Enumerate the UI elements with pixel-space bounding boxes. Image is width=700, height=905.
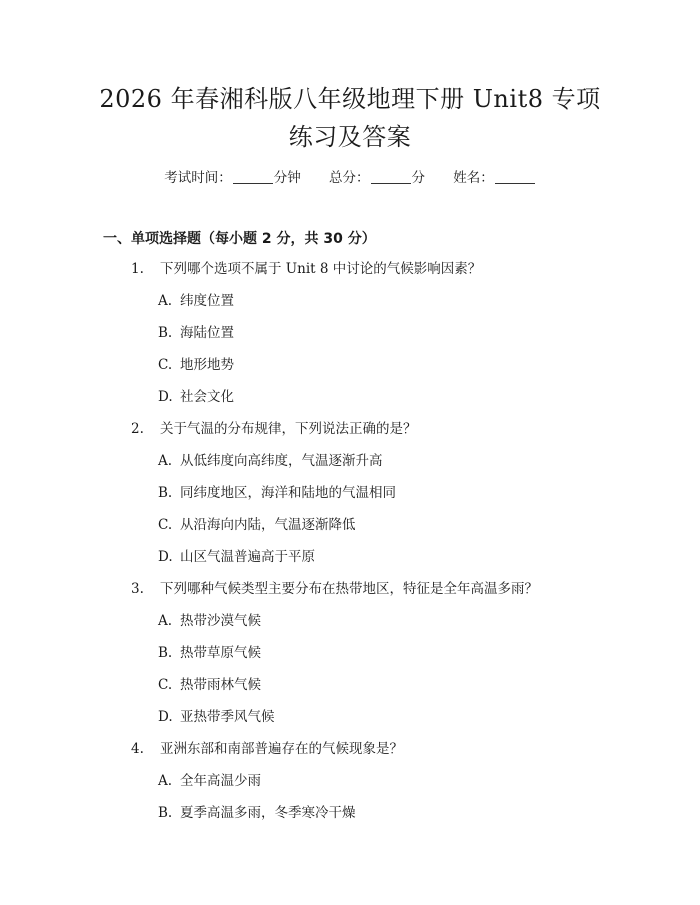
option-text: 热带草原气候 [180,645,261,661]
option-letter: D. [158,389,173,405]
exam-time-blank [233,169,273,184]
student-name-field [453,168,536,188]
document-title-continued: 练习及答案 [288,123,412,151]
option-text: 热带沙漠气候 [180,613,261,629]
option-text: 夏季高温多雨，冬季寒冷干燥 [180,805,356,821]
option-letter: C. [158,517,173,533]
option-letter: B. [158,325,173,341]
total-score-label: 总分： [329,170,370,186]
option-text: 社会文化 [180,389,234,405]
option-text: 山区气温普遍高于平原 [180,549,315,565]
option-text: 从沿海向内陆，气温逐渐降低 [180,517,356,533]
option-text: 同纬度地区，海洋和陆地的气温相同 [180,485,396,501]
option-letter: C. [158,677,173,693]
question-text: 亚洲东部和南部普遍存在的气候现象是？ [160,741,403,757]
option-text: 全年高温少雨 [180,773,261,789]
question-number: 3. [131,581,144,597]
option-letter: B. [158,805,173,821]
total-score-field [329,168,425,188]
option-text: 地形地势 [180,357,234,373]
total-score-unit: 分 [411,170,425,186]
option-letter: D. [158,709,173,725]
option-text: 热带雨林气候 [180,677,261,693]
exam-time-label: 考试时间： [164,170,232,186]
document-title: 2026 年春湘科版八年级地理下册 Unit8 专项 [99,85,601,113]
option-letter: B. [158,645,173,661]
option-letter: D. [158,549,173,565]
question-number: 2. [131,421,144,437]
question-number: 4. [131,741,144,757]
option-letter: A. [158,293,173,309]
option-text: 海陆位置 [180,325,234,341]
question-text: 关于气温的分布规律，下列说法正确的是？ [160,421,417,437]
option-letter: C. [158,357,173,373]
total-score-blank [371,169,411,184]
exam-time-unit: 分钟 [273,170,301,186]
option-text: 纬度位置 [180,293,234,309]
question-text: 下列哪个选项不属于 Unit 8 中讨论的气候影响因素？ [160,261,482,277]
option-letter: A. [158,773,173,789]
option-text: 亚热带季风气候 [180,709,275,725]
student-name-label: 姓名： [453,170,494,186]
exam-info-row [0,168,700,188]
option-letter: A. [158,453,173,469]
question-text: 下列哪种气候类型主要分布在热带地区，特征是全年高温多雨？ [160,581,538,597]
question-number: 1. [131,261,144,277]
student-name-blank [495,169,535,184]
exam-time-field [164,168,301,188]
section-heading-single-choice: 一、单项选择题（每小题 2 分，共 30 分） [103,231,376,247]
option-letter: A. [158,613,173,629]
option-letter: B. [158,485,173,501]
option-text: 从低纬度向高纬度，气温逐渐升高 [180,453,383,469]
